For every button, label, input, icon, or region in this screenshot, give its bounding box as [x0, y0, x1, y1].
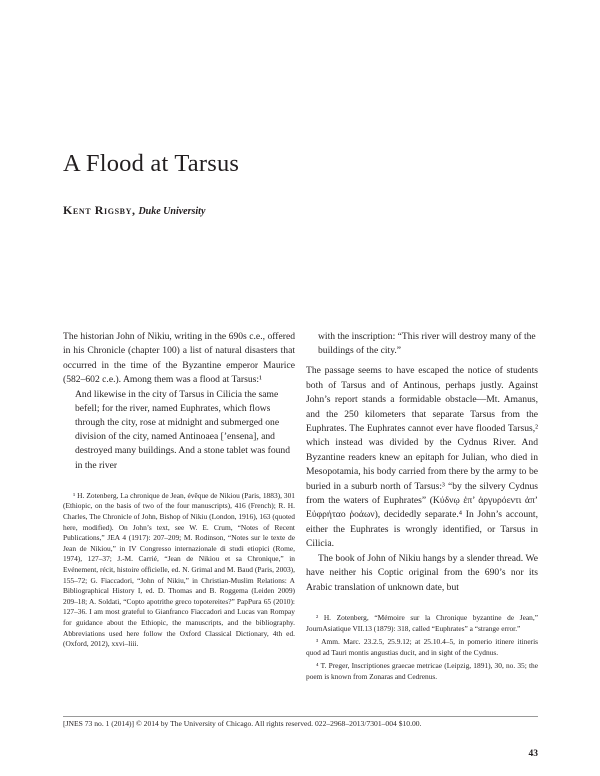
paragraph-manuscripts: The book of John of Nikiu hangs by a slender thread. We have neither his Coptic original from the 690’s nor its Arabic translation of unknown date, but [306, 552, 538, 593]
paragraph-analysis: The passage seems to have escaped the notice of students both of Tarsus and of Antinous, perhaps justly. Against John’s report stands a formidable obstacle—Mt. Amanus, and the 250 kilometers that separate Tarsus from the Euphrates. The Euphrates cannot ever have flooded Tarsus,² which instead was divided by the Cydnus River. And Byzantine readers knew an epitaph for Julian, who died in Mesopotamia, his body carried from there by the army to be buried in a suburb north of Tarsus:³ “by the silvery Cydnus from the waters of Euphrates” (Κύδνῳ ἐπ’ ἀργυρόεντι ἀπ’ Εὐφρήταο ῥοάων), decidedly separate.⁴ In John’s account, either the Euphrates is wrongly identified, or Tarsus in Cilicia. [306, 365, 538, 550]
footnotes-left [63, 491, 295, 650]
footnote-3: ³ Amm. Marc. 23.2.5, 25.9.12; at 25.10.4–5, in pomerio itinere itineris quod ad Tauri montis angustias ducit, and in sight of the Cydnus. [306, 637, 538, 657]
author-affiliation: Duke University [138, 206, 206, 217]
left-column [63, 330, 295, 650]
footer-rule [63, 716, 538, 717]
footnotes-right [306, 613, 538, 683]
block-quote-continued: with the inscription: “This river will destroy many of the buildings of the city.” [318, 331, 536, 357]
footnote-4: ⁴ T. Preger, Inscriptiones graecae metricae (Leipzig, 1891), 30, no. 35; the poem is known from Zonaras and Cedrenus. [306, 661, 538, 681]
byline [63, 203, 205, 218]
footnote-1: ¹ H. Zotenberg, La chronique de Jean, évêque de Nikiou (Paris, 1883), 301 (Ethiopic, on the basis of two of the four manuscripts), 416 (French); R. H. Charles, The Chronicle of John, Bishop of Nikiu (London, 1916), 163 (quoted here, modified). On John’s text, see W. E. Crum, “Notes of Recent Publications,” JEA 4 (1917): 207–209; M. Rodinson, “Notes sur le texte de Jean de Nikiou,” in IV Congresso internazionale di studi etiopici (Rome, 1974), 127–37; J.-M. Carrié, “Jean de Nikiou et sa Chronique,” in Evénement, récit, histoire officielle, ed. N. Grimal and M. Baud (Paris, 2003), 155–72; G. Fiaccadori, “John of Nikiu,” in Christian-Muslim Relations: A Bibliographical History I, ed. D. Thomas and B. Roggema (Leiden 2009) 209–18; A. Soldati, “Copto apotrithe greco topotereites?” PapPura 65 (2010): 127–36. I am most grateful to Gianfranco Fiaccadori and Lucas van Rompay for guidance about the Ethiopic, the manuscripts, and the bibliography. Abbreviations used here follow the Oxford Classical Dictionary, 4th ed. (Oxford, 2012), xxvi–liii. [63, 490, 295, 649]
page-number: 43 [528, 749, 538, 759]
author-name: Kent Rigsby, [63, 203, 136, 217]
article-title: A Flood at Tarsus [63, 150, 240, 177]
copyright-line: [JNES 73 no. 1 (2014)] © 2014 by The University of Chicago. All rights reserved. 022–2968–2013/7301–004 $10.00. [63, 719, 422, 728]
footnote-2: ² H. Zotenberg, “Mémoire sur la Chronique byzantine de Jean,” JournAsiatique VII.13 (1879): 318, called “Euphrates” a “strange error.” [306, 612, 538, 633]
block-quote: And likewise in the city of Tarsus in Cilicia the same befell; for the river, named Euphrates, which flows through the city, rose at midnight and submerged one division of the city, named Antinoaea [’ensena], and destroyed many buildings. And a stone tablet was found in the river [75, 388, 291, 471]
right-column [306, 330, 538, 682]
paragraph-intro: The historian John of Nikiu, writing in the 690s c.e., offered in his Chronicle (chapter 100) a list of natural disasters that occurred in the time of the Byzantine emperor Maurice (582–602 c.e.). Among them was a flood at Tarsus:¹ [63, 331, 295, 386]
